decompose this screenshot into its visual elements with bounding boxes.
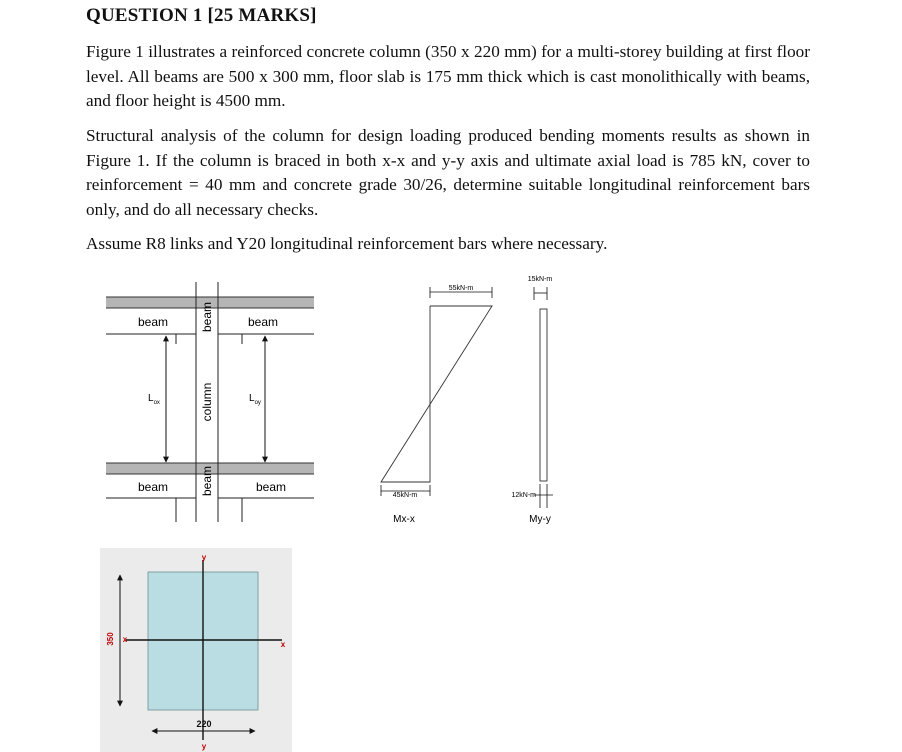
- axis-y-top: y: [201, 553, 207, 562]
- question-paragraph-2: Structural analysis of the column for design loading produced bending moments results as shown in Figure 1. If the column is braced in both x-x and y-y axis and ultimate axial load is 785 kN, cover to reinforcement = 40 mm and concrete grade 30/26, determine suitable longitudinal reinforcement bars only, and do all necessary checks.: [86, 126, 810, 219]
- mx-top-value: 55kN-m: [448, 285, 474, 292]
- axis-x-left: x: [122, 635, 128, 644]
- beam-label-vertical-bottom: beam: [200, 465, 214, 497]
- mx-diagram-shape: [381, 306, 492, 482]
- my-top-value: 15kN-m: [527, 276, 553, 283]
- beam-label-vertical-top: beam: [200, 301, 214, 333]
- beam-label-top-left: beam: [137, 315, 169, 329]
- height-dimension-label: 350: [106, 632, 115, 646]
- axis-y-bottom: y: [201, 742, 207, 751]
- my-caption: My-y: [529, 514, 551, 525]
- my-diagram-shape: [540, 309, 547, 481]
- beam-label-bottom-right: beam: [255, 480, 287, 494]
- width-dimension-label: 220: [196, 719, 212, 729]
- question-paragraph-3: Assume R8 links and Y20 longitudinal reinforcement bars where necessary.: [86, 234, 608, 253]
- my-bottom-value: 12kN-m: [511, 492, 536, 499]
- frame-elevation: [106, 282, 314, 522]
- loy-label: $L_{oy}$: [249, 393, 261, 406]
- question-paragraph-1: Figure 1 illustrates a reinforced concrete column (350 x 220 mm) for a multi-storey building at first floor level. All beams are 500 x 300 mm, floor slab is 175 mm thick which is cast monolithically with beams, and floor height is 4500 mm.: [86, 42, 810, 111]
- axis-x-right: x: [280, 640, 286, 649]
- moment-diagram-x: [381, 285, 492, 525]
- question-title: QUESTION 1 [25 MARKS]: [86, 5, 317, 26]
- lox-label: $L_{ox}$: [148, 393, 160, 406]
- beam-label-bottom-left: beam: [137, 480, 169, 494]
- mx-bottom-value: 45kN-m: [392, 492, 418, 499]
- column-label: column: [200, 382, 214, 422]
- beam-label-top-right: beam: [247, 315, 279, 329]
- mx-caption: Mx-x: [393, 514, 415, 525]
- column-cross-section: [100, 548, 292, 752]
- moment-diagram-y: [511, 276, 553, 525]
